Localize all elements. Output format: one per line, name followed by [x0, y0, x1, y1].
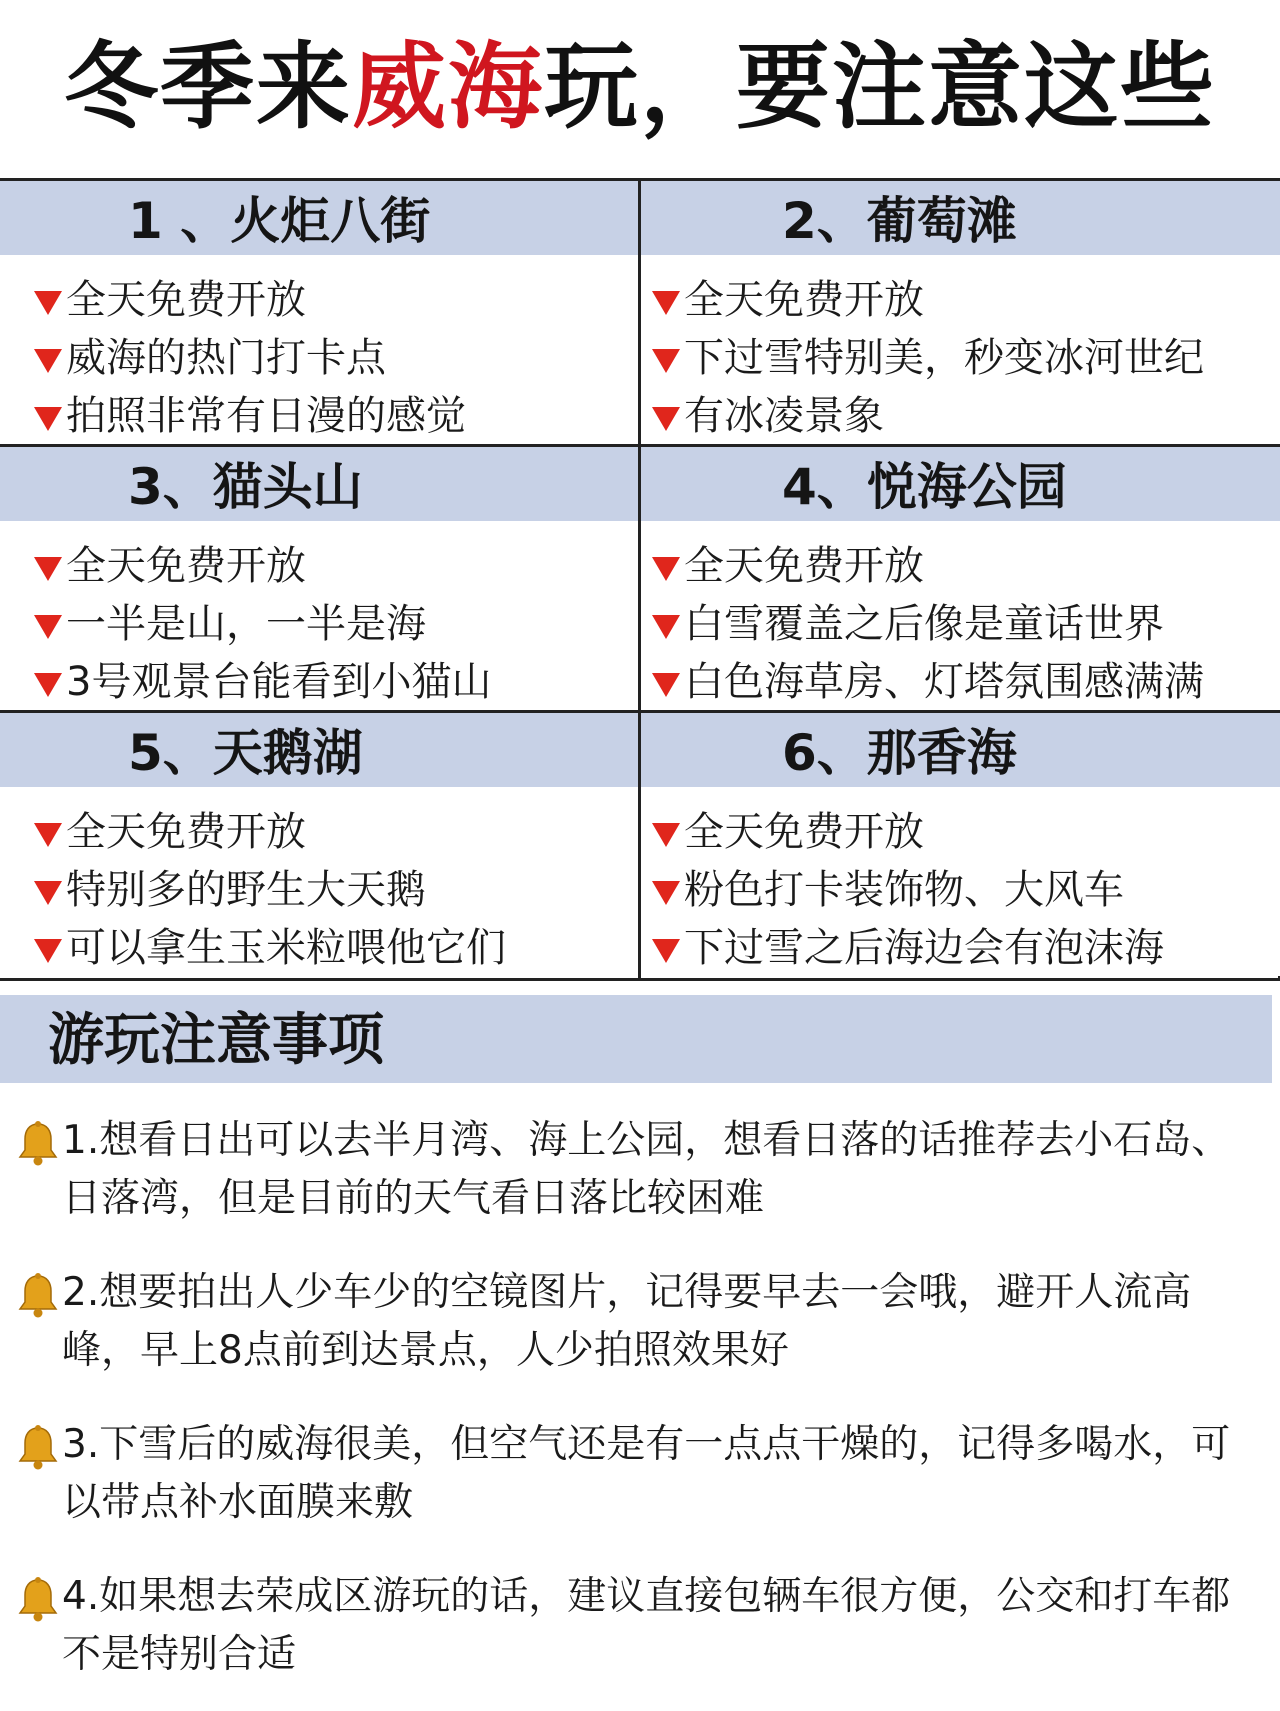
- list-item: 特别多的野生大天鹅: [34, 861, 506, 919]
- red-down-triangle-icon: [652, 349, 680, 373]
- red-down-triangle-icon: [652, 881, 680, 905]
- list-item: 有冰凌景象: [652, 387, 1204, 445]
- spot-name: 6、那香海: [782, 724, 1017, 782]
- bell-icon: [16, 1272, 60, 1318]
- tips-header: [0, 995, 1272, 1083]
- list-item: 可以拿生玉米粒喂他它们: [34, 919, 506, 977]
- spot-name: 5、天鹅湖: [128, 724, 363, 782]
- list-item: 拍照非常有日漫的感觉: [34, 387, 466, 445]
- tip-text: 3.下雪后的威海很美，但空气还是有一点点干燥的，记得多喝水，可以带点补水面膜来敷: [62, 1422, 1231, 1525]
- red-down-triangle-icon: [652, 407, 680, 431]
- spot-points: [652, 271, 1204, 445]
- spot-name: 4、悦海公园: [782, 458, 1067, 516]
- list-item: 下过雪之后海边会有泡沫海: [652, 919, 1164, 977]
- spots-table: [0, 178, 1280, 981]
- tip-text: 4.如果想去荣成区游玩的话，建议直接包辆车很方便，公交和打车都不是特别合适: [62, 1574, 1231, 1677]
- red-down-triangle-icon: [652, 291, 680, 315]
- red-down-triangle-icon: [34, 615, 62, 639]
- list-item: 全天免费开放: [652, 803, 1164, 861]
- list-item: 威海的热门打卡点: [34, 329, 466, 387]
- list-item: 全天免费开放: [652, 271, 1204, 329]
- bell-icon: [16, 1576, 60, 1622]
- page-title: [0, 18, 1280, 158]
- spot-name: 3、猫头山: [128, 458, 363, 516]
- red-down-triangle-icon: [34, 557, 62, 581]
- list-item: 全天免费开放: [652, 537, 1204, 595]
- tip-item: [16, 1112, 1266, 1238]
- list-item: 3号观景台能看到小猫山: [34, 653, 491, 711]
- list-item: 全天免费开放: [34, 271, 466, 329]
- red-down-triangle-icon: [652, 615, 680, 639]
- spot-name: 2、葡萄滩: [782, 192, 1017, 250]
- spot-points: [652, 803, 1164, 977]
- list-item: 全天免费开放: [34, 803, 506, 861]
- list-item: 白雪覆盖之后像是童话世界: [652, 595, 1204, 653]
- tip-item: [16, 1416, 1266, 1542]
- red-down-triangle-icon: [652, 939, 680, 963]
- list-item: 下过雪特别美，秒变冰河世纪: [652, 329, 1204, 387]
- red-down-triangle-icon: [34, 881, 62, 905]
- red-down-triangle-icon: [34, 349, 62, 373]
- red-down-triangle-icon: [34, 291, 62, 315]
- red-down-triangle-icon: [652, 673, 680, 697]
- list-item: 一半是山，一半是海: [34, 595, 491, 653]
- bell-icon: [16, 1424, 60, 1470]
- title-part2: 玩，要注意这些: [544, 33, 1217, 142]
- column-divider: [638, 181, 641, 978]
- red-down-triangle-icon: [34, 673, 62, 697]
- spot-points: [34, 271, 466, 445]
- spot-name: 1 、火炬八街: [128, 192, 431, 250]
- list-item: 白色海草房、灯塔氛围感满满: [652, 653, 1204, 711]
- red-down-triangle-icon: [34, 407, 62, 431]
- spot-points: [652, 537, 1204, 711]
- title-highlight: 威海: [351, 33, 544, 142]
- tip-text: 1.想看日出可以去半月湾、海上公园，想看日落的话推荐去小石岛、日落湾，但是目前的天气看日落比较困难: [62, 1118, 1231, 1221]
- tip-text: 2.想要拍出人少车少的空镜图片，记得要早去一会哦，避开人流高峰，早上8点前到达景点，人少拍照效果好: [62, 1270, 1192, 1373]
- title-part1: 冬季来: [63, 33, 352, 142]
- tip-item: [16, 1568, 1266, 1694]
- spot-points: [34, 803, 506, 977]
- list-item: 全天免费开放: [34, 537, 491, 595]
- bell-icon: [16, 1120, 60, 1166]
- tip-item: [16, 1264, 1266, 1390]
- spot-points: [34, 537, 491, 711]
- list-item: 粉色打卡装饰物、大风车: [652, 861, 1164, 919]
- red-down-triangle-icon: [652, 557, 680, 581]
- red-down-triangle-icon: [652, 823, 680, 847]
- tips-title: 游玩注意事项: [48, 1008, 384, 1073]
- red-down-triangle-icon: [34, 823, 62, 847]
- red-down-triangle-icon: [34, 939, 62, 963]
